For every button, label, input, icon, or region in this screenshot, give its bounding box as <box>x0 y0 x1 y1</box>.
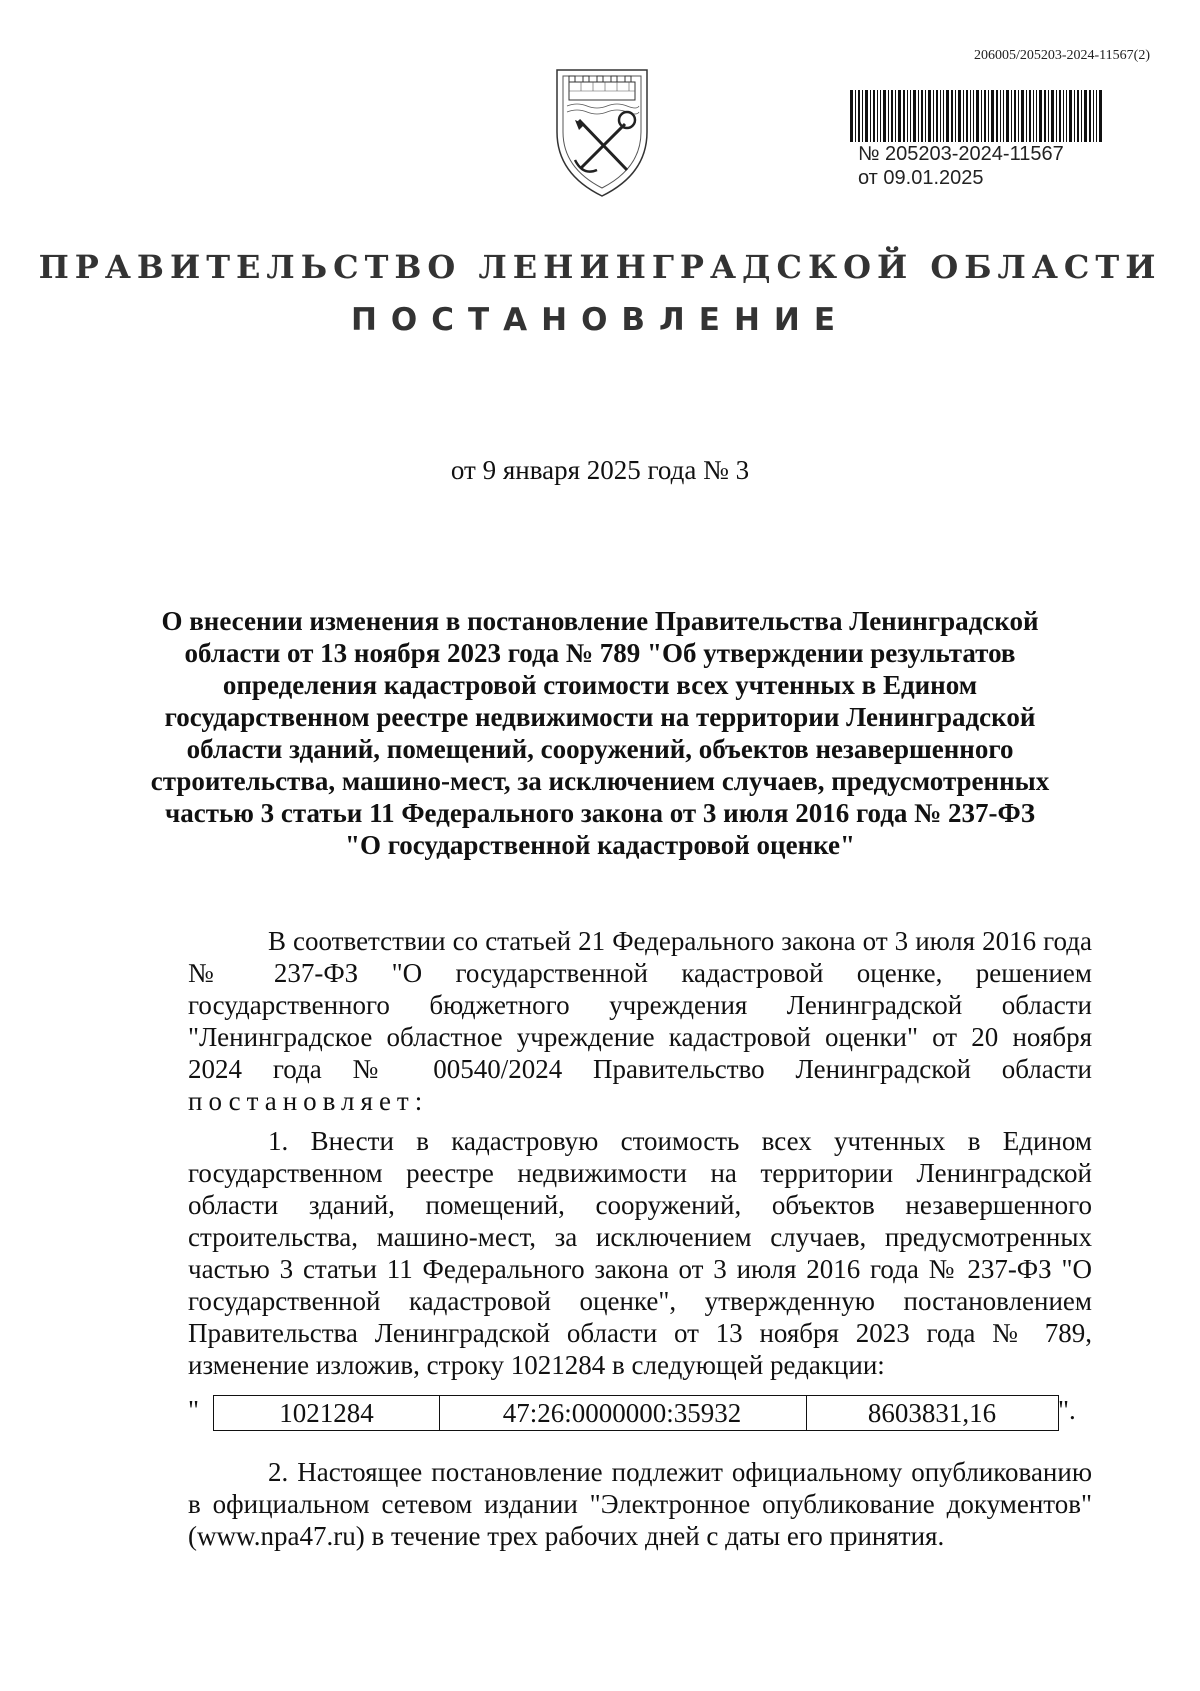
item-2-paragraph: 2. Настоящее постановление подлежит официальному опубликованию в официальном сетевом издании "Электронное опубликование документов" (www.npa47.ru) в течение трех рабочих дней с даты его принятия. <box>188 1457 1092 1551</box>
table-cell-cadastral-number: 47:26:0000000:35932 <box>438 1395 807 1431</box>
registration-date: от 09.01.2025 <box>858 167 984 189</box>
document-date-number: от 9 января 2025 года № 3 <box>450 455 750 485</box>
preamble-text: В соответствии со статьей 21 Федерального закона от 3 июля 2016 года № 237-ФЗ "О государственной кадастровой оценке, решением государственного бюджетного учреждения Ленинградской области "Ленинградское областное учреждение кадастровой оценки" от 20 ноября 2024 года № 00540/2024 Правительство Ленинградской области <box>188 926 1092 1084</box>
government-title: ПРАВИТЕЛЬСТВО ЛЕНИНГРАДСКОЙ ОБЛАСТИ <box>38 248 1162 286</box>
table-open-quote: " <box>188 1395 200 1425</box>
table-close-quote: ". <box>1058 1395 1076 1425</box>
registration-number: № 205203-2024-11567 <box>858 143 1064 165</box>
preamble-paragraph <box>188 925 1092 1117</box>
table-cell-row-number: 1021284 <box>213 1395 440 1431</box>
coat-of-arms-icon <box>553 62 651 200</box>
document-type: ПОСТАНОВЛЕНИЕ <box>350 302 850 338</box>
cadastral-table-row <box>188 1395 1092 1431</box>
registration-block <box>850 90 1110 190</box>
document-id: 206005/205203-2024-11567(2) <box>973 48 1150 63</box>
barcode-icon <box>850 90 1104 142</box>
item-1-paragraph: 1. Внести в кадастровую стоимость всех учтенных в Едином государственном реестре недвижимости на территории Ленинградской области зданий, помещений, сооружений, объектов незавершенного строительства, машино-мест, за исключением случаев, предусмотренных частью 3 статьи 11 Федерального закона от 3 июля 2016 года № 237-ФЗ "О государственной кадастровой оценке", утвержденную постановлением Правительства Ленинградской области от 13 ноября 2023 года № 789, изменение изложив, строку 1021284 в следующей редакции: <box>188 1126 1092 1380</box>
decrees-word: постановляет: <box>188 1086 429 1116</box>
document-subject: О внесении изменения в постановление Правительства Ленинградской области от 13 ноября 2023 года № 789 "Об утверждении результатов определения кадастровой стоимости всех учтенных в Едином государственном реестре недвижимости на территории Ленинградской области зданий, помещений, сооружений, объектов незавершенного строительства, машино-мест, за исключением случаев, предусмотренных частью 3 статьи 11 Федерального закона от 3 июля 2016 года № 237-ФЗ "О государственной кадастровой оценке" <box>150 606 1050 860</box>
table-cell-cadastral-value: 8603831,16 <box>806 1395 1059 1431</box>
